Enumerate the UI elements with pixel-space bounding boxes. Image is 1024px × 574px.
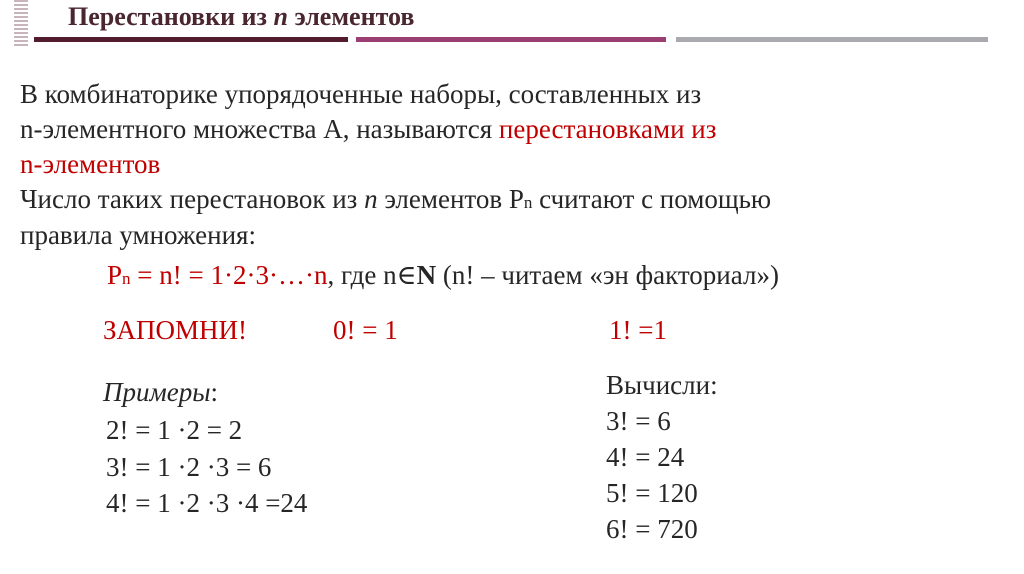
example-item: 3! = 1 ·2 ·3 = 6 bbox=[106, 452, 272, 482]
zero-factorial: 0! = 1 bbox=[333, 315, 398, 345]
header-rule-dark bbox=[34, 37, 348, 42]
formula-where: , где n∈ bbox=[327, 260, 417, 290]
formula-p: P bbox=[107, 260, 123, 290]
title-suffix: элементов bbox=[287, 2, 415, 31]
formula-note: (n! – читаем «эн факториал») bbox=[436, 260, 779, 290]
count-n: n bbox=[364, 184, 378, 214]
one-factorial: 1! =1 bbox=[609, 315, 667, 345]
examples-heading-colon: : bbox=[210, 377, 219, 407]
compute-item: 4! = 24 bbox=[606, 442, 685, 472]
example-item: 4! = 1 ·2 ·3 ·4 =24 bbox=[106, 488, 308, 518]
definition-text: n-элементного множества А, называются bbox=[20, 114, 499, 144]
compute-heading: Вычисли: bbox=[606, 370, 718, 400]
factorial-formula bbox=[107, 260, 779, 291]
formula-naturals: N bbox=[416, 260, 437, 290]
definition-term: перестановками из bbox=[498, 114, 717, 144]
compute-item: 6! = 720 bbox=[606, 514, 698, 544]
page-title bbox=[68, 2, 414, 32]
header-rule-magenta bbox=[356, 37, 666, 42]
count-text-b: элементов P bbox=[377, 184, 524, 214]
formula-sub: n bbox=[122, 269, 131, 288]
title-n: n bbox=[273, 2, 288, 31]
definition-line-4 bbox=[20, 184, 771, 215]
count-text-a: Число таких перестановок из bbox=[20, 184, 365, 214]
definition-line-2 bbox=[20, 114, 716, 145]
decorative-stripes bbox=[14, 0, 28, 46]
formula-expr: = n! = 1·2·3·…·n bbox=[130, 260, 328, 290]
examples-heading-text: Примеры bbox=[103, 377, 211, 407]
examples-heading bbox=[103, 377, 218, 408]
definition-line-5: правила умножения: bbox=[20, 220, 256, 250]
compute-item: 3! = 6 bbox=[606, 406, 671, 436]
count-text-c: считают с помощью bbox=[532, 184, 772, 214]
remember-label: ЗАПОМНИ! bbox=[103, 315, 248, 345]
definition-line-3: n-элементов bbox=[20, 149, 161, 179]
title-prefix: Перестановки из bbox=[68, 2, 274, 31]
count-sub: n bbox=[523, 193, 533, 212]
compute-item: 5! = 120 bbox=[606, 478, 698, 508]
header-rule-gray bbox=[676, 37, 988, 42]
definition-line-1: В комбинаторике упорядоченные наборы, составленных из bbox=[20, 79, 702, 109]
example-item: 2! = 1 ·2 = 2 bbox=[106, 415, 243, 445]
